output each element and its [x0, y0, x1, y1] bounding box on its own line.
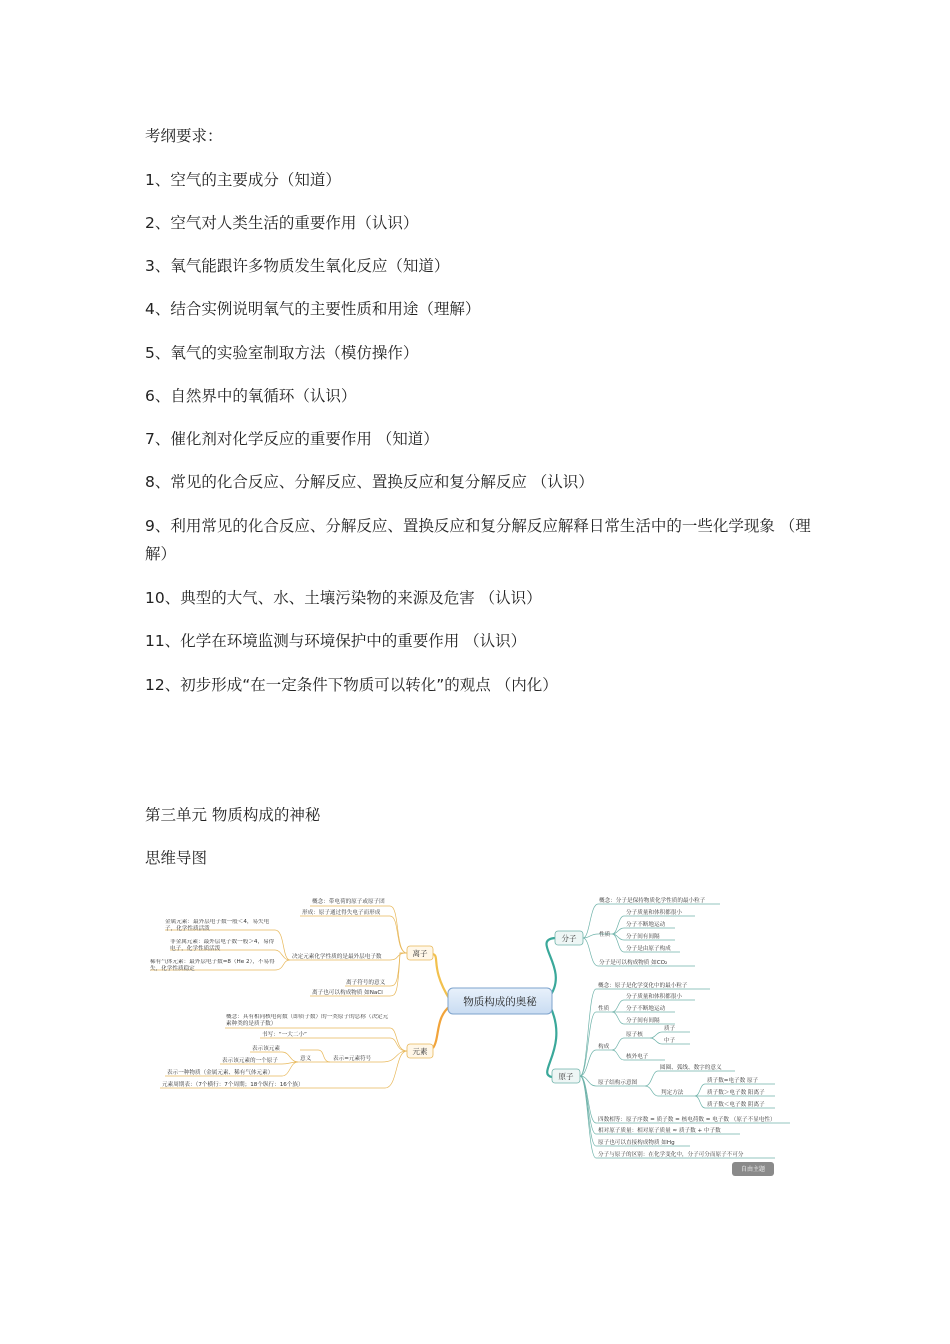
- element-label: 元素: [412, 1047, 428, 1056]
- free-topic-tag: [732, 1162, 774, 1176]
- atom-branch: [552, 981, 790, 1158]
- element-branch: [160, 1014, 433, 1088]
- molecule-branch: [555, 896, 720, 966]
- syllabus-item: 1、空气的主要成分（知道）: [145, 171, 341, 189]
- syllabus-item: 6、自然界中的氧循环（认识）: [145, 387, 357, 405]
- molecule-concept: 概念：分子是保持物质化学性质的最小粒子: [599, 898, 706, 904]
- atom-electron: 核外电子: [626, 1054, 649, 1060]
- element-symbol: 表示=元素符号: [333, 1056, 372, 1062]
- ion-metal: 金属元素：最外层电子数一般＜4，易失电子，化学性质活泼: [165, 919, 270, 932]
- element-concept: 概念：具有相同核电荷数（即质子数）的一类原子的总称（决定元素种类的是质子数）: [226, 1014, 389, 1027]
- atom-prop: 分子不断地运动: [626, 1006, 666, 1012]
- atom-label: 原子: [558, 1072, 574, 1081]
- atom-neutron: 中子: [664, 1038, 676, 1044]
- syllabus-item: 2、空气对人类生活的重要作用（认识）: [145, 214, 419, 232]
- syllabus-item: 3、氧气能跟许多物质发生氧化反应（知道）: [145, 257, 450, 275]
- element-rep-substance: 表示一种物质（金属元素、稀有气体元素）: [167, 1070, 274, 1076]
- ion-decide: 决定元素化学性质的是最外层电子数: [292, 954, 382, 960]
- atom-mass: 相对原子质量：相对原子质量 ≈ 质子数 + 中子数: [598, 1128, 721, 1134]
- ion-nonmetal: 非金属元素：最外层电子数一般＞4，易得电子，化学性质活泼: [170, 939, 275, 952]
- molecule-prop: 分子是由原子构成: [626, 946, 671, 952]
- molecule-prop: 分子不断地运动: [626, 922, 666, 928]
- atom-judge-label: 判定方法: [661, 1090, 684, 1096]
- syllabus-item: 11、化学在环境监测与环境保护中的重要作用 （认识）: [145, 632, 527, 650]
- element-rep-element: 表示该元素: [252, 1046, 280, 1052]
- element-periodic: 元素周期表：（7个横行：7个周期；18个纵行：16个族）: [162, 1082, 304, 1088]
- atom-judge-item: 质子数＜电子数 阴离子: [707, 1102, 765, 1108]
- atom-props-label: 性质: [598, 1006, 610, 1012]
- atom-nucleus: 原子核: [626, 1032, 643, 1038]
- ion-concept: 概念：带电荷的原子或原子团: [312, 899, 385, 905]
- element-meaning: 意义: [300, 1056, 312, 1062]
- atom-structure-label: 构成: [598, 1044, 610, 1050]
- ion-branch: [150, 897, 433, 996]
- free-topic-label: 自由主题: [740, 1166, 766, 1173]
- element-writing: 书写：“一大二小”: [262, 1032, 307, 1038]
- mindmap-heading: 思维导图: [145, 849, 208, 867]
- syllabus-heading: 考纲要求：: [145, 127, 223, 145]
- branch-molecule-line: [546, 938, 555, 996]
- branch-ion-line: [433, 954, 450, 1000]
- syllabus-item: 4、结合实例说明氧气的主要性质和用途（理解）: [145, 300, 481, 318]
- atom-concept: 概念：原子是化学变化中的最小粒子: [598, 983, 688, 989]
- syllabus-item: 12、初步形成“在一定条件下物质可以转化”的观点 （内化）: [145, 676, 558, 694]
- syllabus-item: 9、利用常见的化合反应、分解反应、置换反应和复分解反应解释日常生活中的一些化学现象 （理解）: [145, 517, 811, 563]
- unit-title: 第三单元 物质构成的神秘: [145, 806, 321, 824]
- molecule-prop: 分子质量和体积都很小: [626, 910, 682, 916]
- atom-prop: 分子间有间隔: [626, 1018, 660, 1024]
- molecule-compose: 分子是可以构成物质 如CO₂: [599, 960, 668, 966]
- atom-diagram-label: 原子结构示意图: [598, 1080, 638, 1086]
- syllabus-item: 8、常见的化合反应、分解反应、置换反应和复分解反应 （认识）: [145, 473, 594, 491]
- ion-label: 离子: [412, 949, 428, 958]
- branch-atom-line: [547, 1006, 556, 1077]
- element-rep-atom: 表示该元素的一个原子: [222, 1058, 278, 1064]
- syllabus-item: 10、典型的大气、水、土壤污染物的来源及危害 （认识）: [145, 589, 542, 607]
- atom-judge-item: 质子数=电子数 原子: [707, 1078, 759, 1084]
- atom-proton: 质子: [664, 1026, 676, 1032]
- molecule-props-label: 性质: [599, 932, 611, 938]
- atom-judge-item: 质子数＞电子数 阳离子: [707, 1090, 765, 1096]
- branch-element-line: [433, 1006, 450, 1048]
- atom-compose: 原子也可以直接构成物质 如Hg: [598, 1140, 675, 1146]
- syllabus-item: 5、氧气的实验室制取方法（模仿操作）: [145, 344, 419, 362]
- syllabus-item: 7、催化剂对化学反应的重要作用 （知道）: [145, 430, 439, 448]
- center-label: 物质构成的奥秘: [463, 996, 537, 1008]
- ion-symbol-meaning: 离子符号的意义: [346, 980, 386, 986]
- molecule-label: 分子: [561, 934, 577, 943]
- mind-map: [150, 878, 790, 1183]
- atom-numbers: 四数相等：原子序数 = 质子数 = 核电荷数 = 电子数 （原子不显电性）: [598, 1117, 776, 1123]
- center-node: [448, 988, 552, 1014]
- ion-formation: 形成：原子通过得失电子而形成: [302, 910, 381, 916]
- atom-difference: 分子与原子的区别：在化学变化中，分子可分而原子不可分: [598, 1152, 744, 1158]
- atom-diagram-meaning: 圆圈、弧线、数字的意义: [660, 1065, 722, 1071]
- atom-prop: 分子质量和体积都很小: [626, 994, 682, 1000]
- ion-compose: 离子也可以构成物质 如NaCl: [312, 990, 383, 996]
- ion-noble: 稀有气体元素：最外层电子数=8（He 2），不易得失，化学性质稳定: [150, 959, 275, 972]
- molecule-prop: 分子间有间隔: [626, 934, 660, 940]
